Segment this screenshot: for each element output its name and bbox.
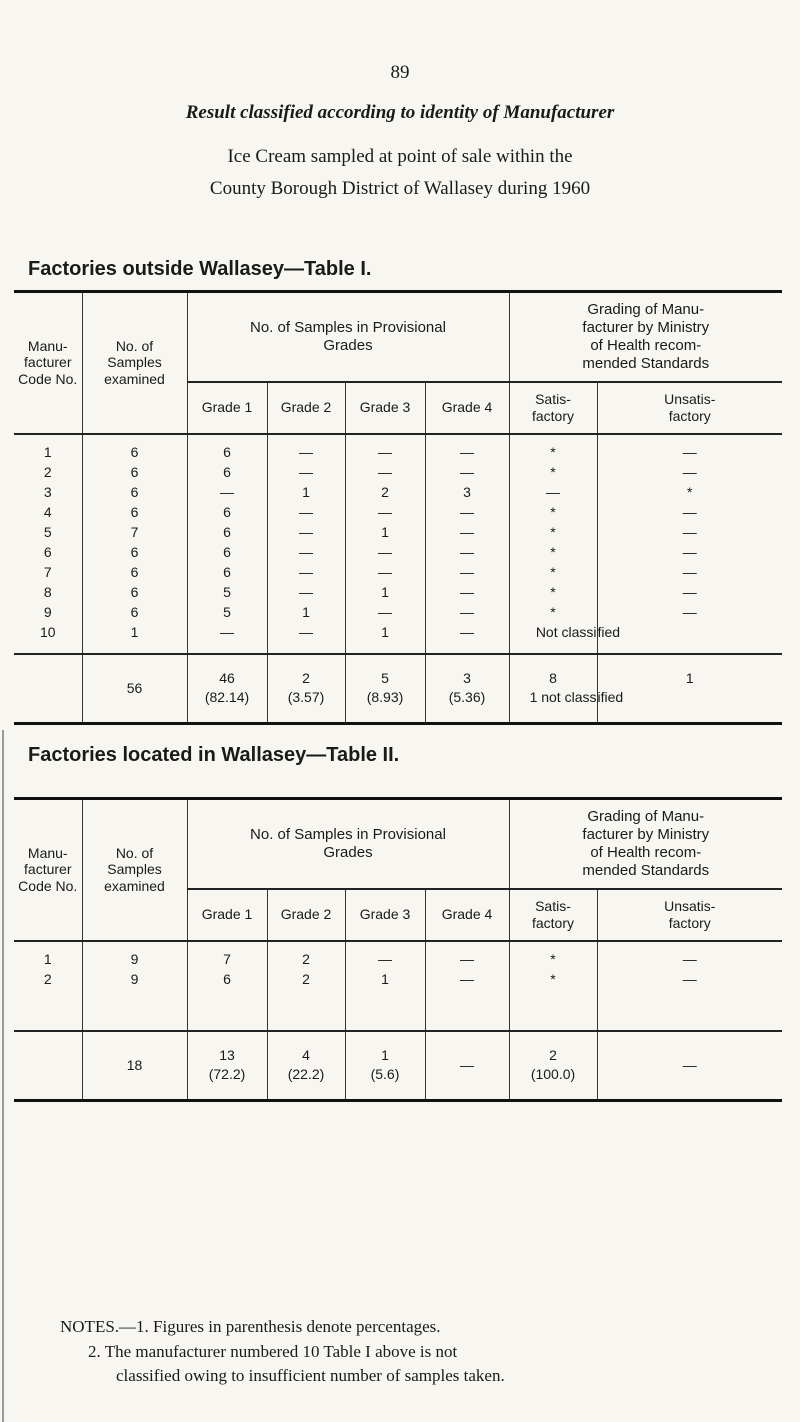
table1-title: Factories outside Wallasey—Table I. [28,258,372,280]
header-grade-4: Grade 4 [425,382,509,434]
header-samples-examined: No. of Samples examined [82,799,187,941]
page-edge-line [2,730,4,1422]
header-grade-2: Grade 2 [267,889,345,941]
table-row: 10 1 — — 1 — Not classi fied [14,622,782,642]
header-unsatisfactory: Unsatis- factory [597,382,782,434]
header-grade-2: Grade 2 [267,382,345,434]
header-grade-1: Grade 1 [187,889,267,941]
table-row: 1 6 6 — — — * — [14,442,782,462]
note-2-number: 2. [88,1341,101,1361]
table-row: 9 6 5 1 — — * — [14,602,782,622]
header-manufacturer-code: Manu- facturer Code No. [14,799,82,941]
header-ministry-grading: Grading of Manu- facturer by Ministry of Health recom- mended Standards [509,292,782,382]
page-number: 89 [390,62,410,83]
table-row: 4 6 6 — — — * — [14,502,782,522]
table-row: 8 6 5 — 1 — * — [14,582,782,602]
header-grade-1: Grade 1 [187,382,267,434]
note-2-text-line-1: The manufacturer numbered 10 Table I above is not [104,1341,458,1361]
table2 [14,797,782,1102]
table-row: 2 6 6 — — — * — [14,462,782,482]
header-unsatisfactory: Unsatis- factory [597,889,782,941]
table-row: 6 6 6 — — — * — [14,542,782,562]
note-1-text: Figures in parenthesis denote percentages. [153,1317,441,1336]
not-classified-text-right: fied [597,622,782,642]
header-provisional-grades: No. of Samples in Provisional Grades [187,292,509,382]
report-heading: Result classified according to identity of Manufacturer [185,102,615,123]
report-subheading-line-2: County Borough District of Wallasey during 1960 [209,178,591,199]
note-2 [60,1340,780,1365]
header-grade-3: Grade 3 [345,382,425,434]
header-satisfactory: Satis- factory [509,382,597,434]
table-row: 7 6 6 — — — * — [14,562,782,582]
table-row: 3 6 — 1 2 3 — * [14,482,782,502]
not-classified-text-left: Not classi [509,622,597,642]
notes-label: NOTES.—1. [60,1317,149,1336]
totals-row: 56 46 (82.14) 2 (3.57) 5 (8.93) 3 (5.36) 8 1 not class 1 ified [14,654,782,724]
note-2-text-line-2: classified owing to insufficient number of samples taken. [116,1366,505,1386]
header-samples-examined: No. of Samples examined [82,292,187,434]
header-grade-4: Grade 4 [425,889,509,941]
header-grade-3: Grade 3 [345,889,425,941]
header-satisfactory: Satis- factory [509,889,597,941]
table-row: 5 7 6 — 1 — * — [14,522,782,542]
header-provisional-grades: No. of Samples in Provisional Grades [187,799,509,889]
table-row: 1 9 7 2 — — * — [14,949,782,969]
totals-row: 18 13 (72.2) 4 (22.2) 1 (5.6) — 2 (100.0) — [14,1031,782,1101]
table1 [14,290,782,725]
header-manufacturer-code: Manu- facturer Code No. [14,292,82,434]
note-1 [60,1315,780,1340]
table-row: 2 9 6 2 1 — * — [14,969,782,989]
report-subheading-line-1: Ice Cream sampled at point of sale within the [227,146,573,167]
notes [60,1315,780,1389]
table2-title: Factories located in Wallasey—Table II. [28,744,400,766]
header-ministry-grading: Grading of Manu- facturer by Ministry of Health recom- mended Standards [509,799,782,889]
